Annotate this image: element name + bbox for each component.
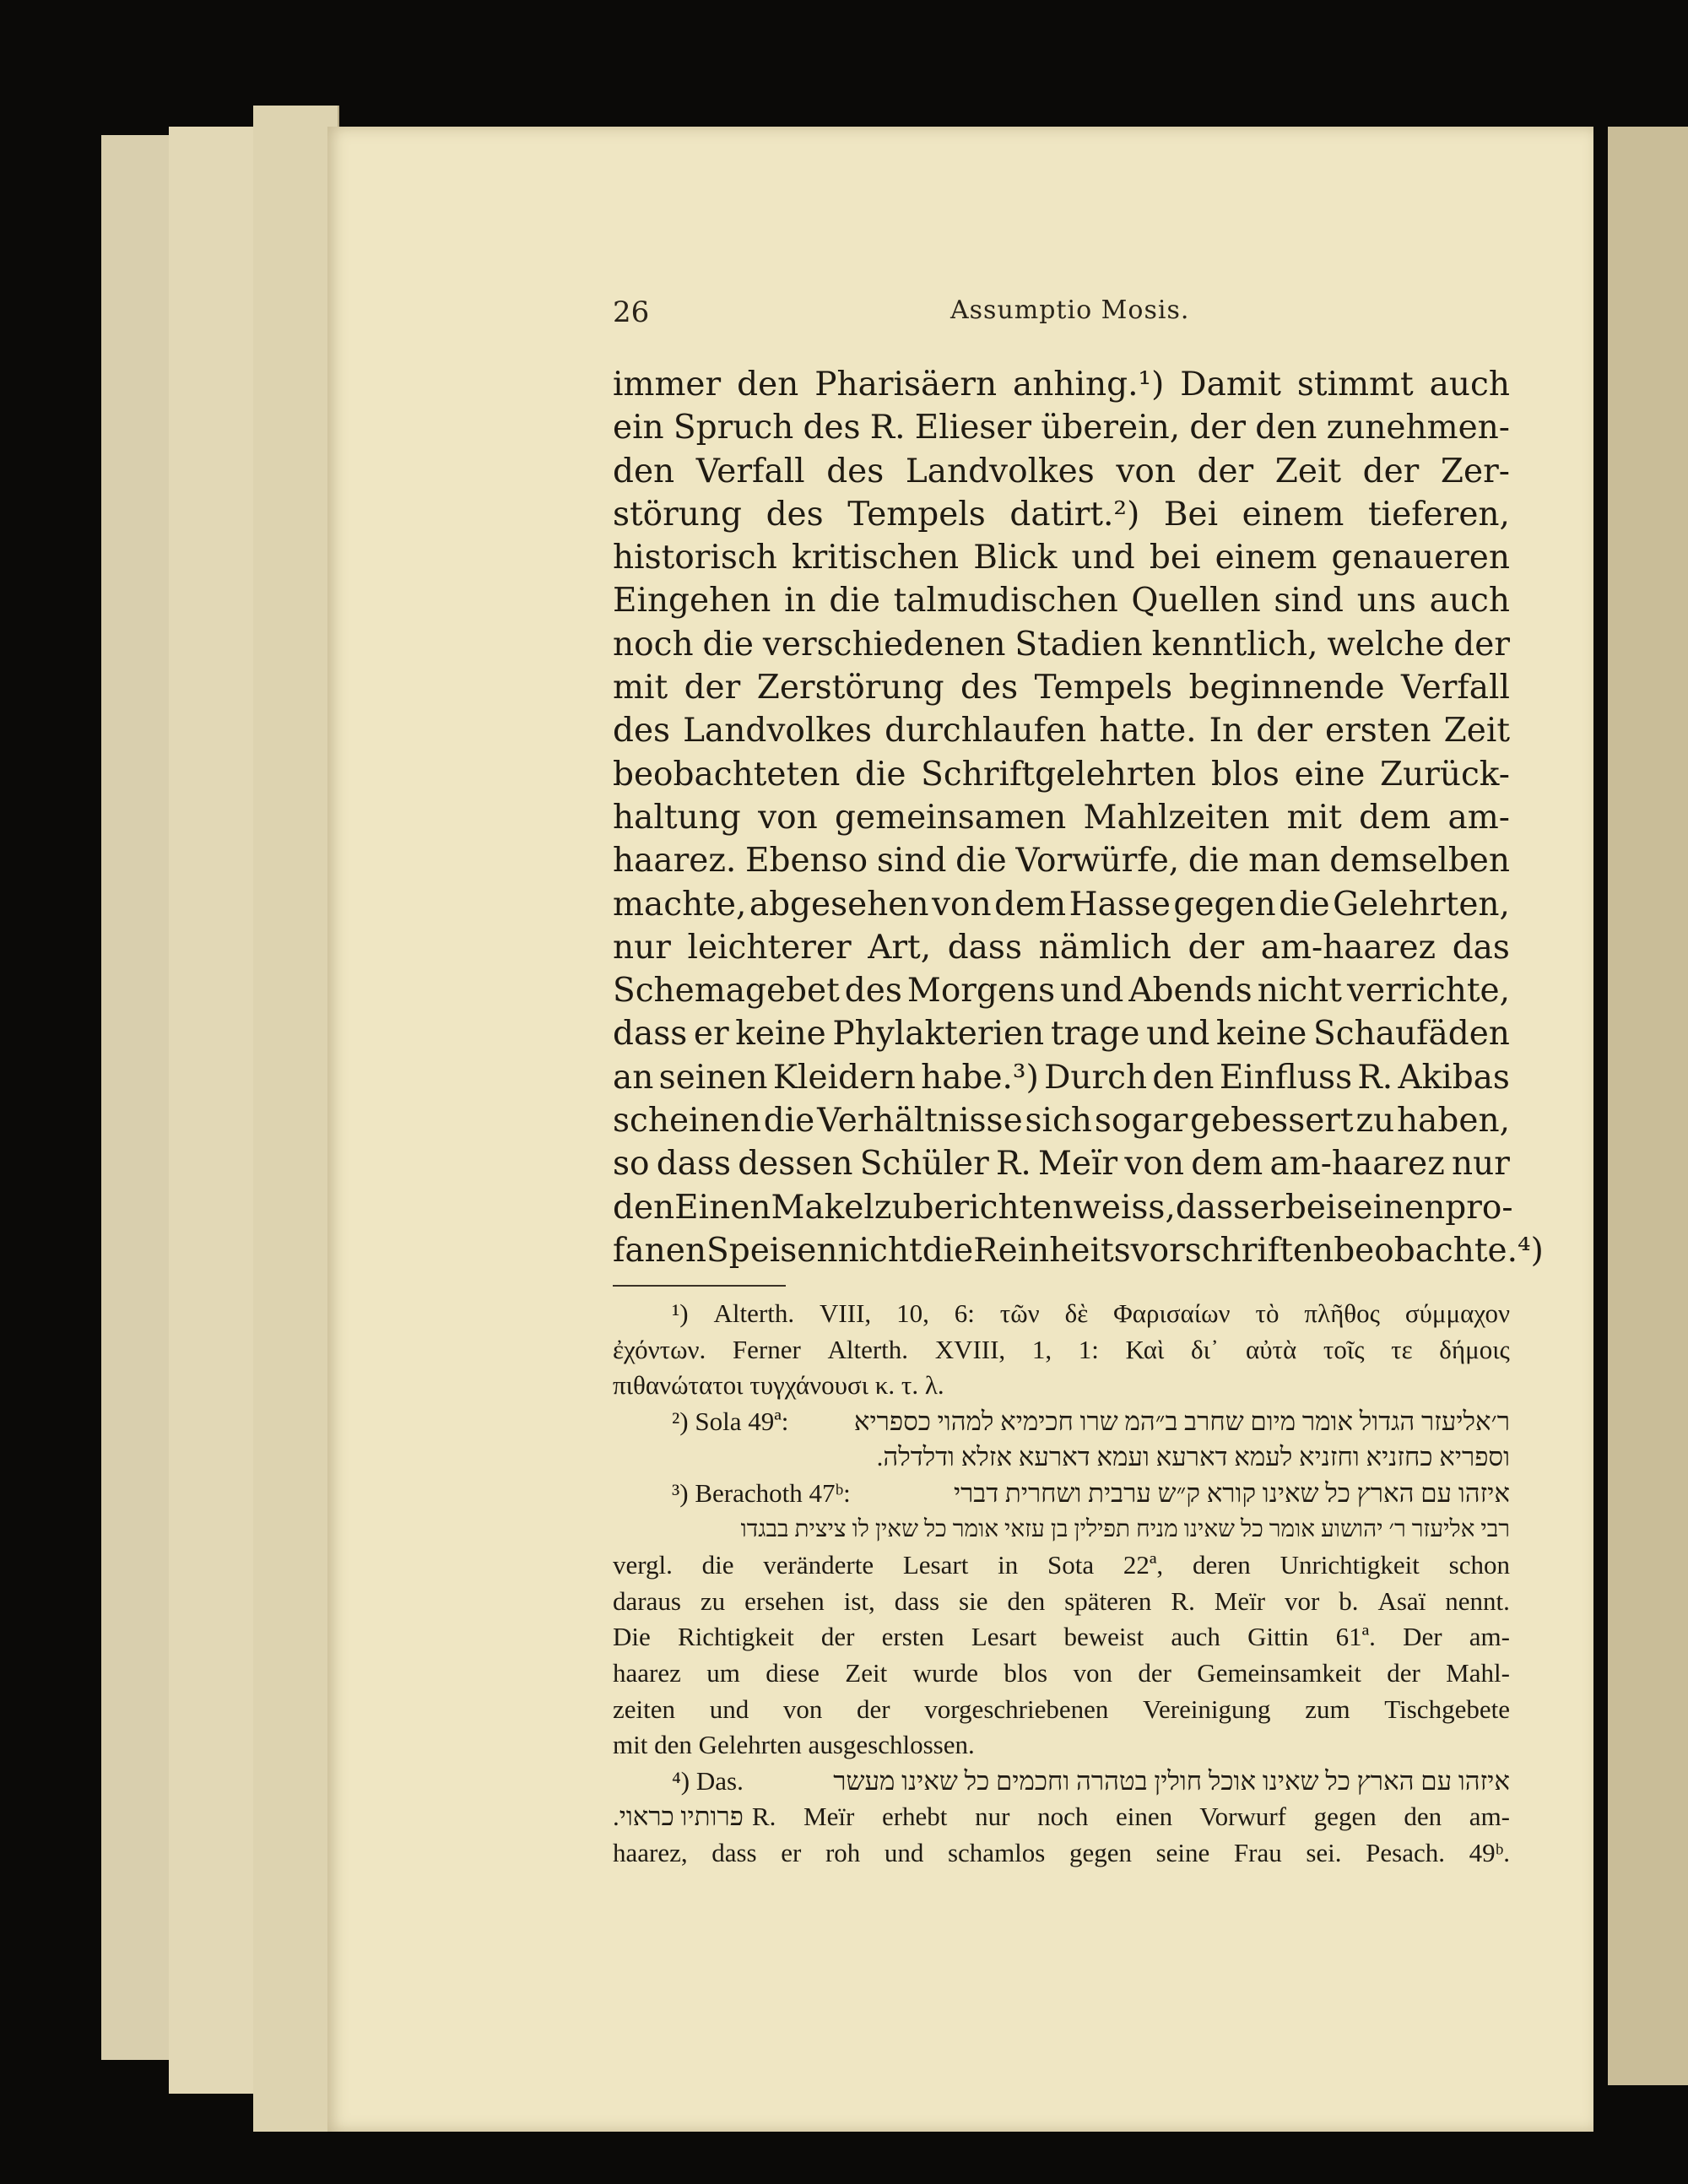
footnote-line: zeiten und von der vorgeschriebenen Vereinigung zum Tischgebete [613,1694,1510,1724]
footnote-line: daraus zu ersehen ist, dass sie den späteren R. Meïr vor b. Asaï nennt. [613,1585,1510,1616]
next-page-edge [1608,127,1688,2085]
body-line: dass er keine Phylakterien trage und keine Schaufäden [613,1015,1510,1054]
footnote-line: רבי אליעזר ר׳ יהושוע אומר כל שאינו מניח תפילין בן עזאי אומר כל שאין לו ציצית בבגדו [740,1515,1510,1542]
body-line: fanen Speisen nicht die Reinheitsvorschriften beobachte.⁴) [613,1231,1544,1270]
footnote-rule [613,1285,786,1287]
body-line: so dass dessen Schüler R. Meïr von dem am-haarez nur [613,1145,1510,1184]
footnote-line: ¹) Alterth. VIII, 10, 6: τῶν δὲ Φαρισαίων τὸ πλῆθος σύμμαχον [672,1298,1510,1328]
footnote-line: ³) Berachoth 47ᵇ: איזהו עם הארץ כל שאינו קורא ק״ש ערבית ושחרית דברי [672,1477,1510,1508]
footnote-line: ἐχόντων. Ferner Alterth. XVIII, 1, 1: Καὶ δι᾽ αὐτὰ τοῖς τε δήμοις [613,1334,1510,1364]
body-line: nur leichterer Art, dass nämlich der am-haarez das [613,928,1510,967]
running-title: Assumptio Mosis. [950,295,1190,325]
body-line: scheinen die Verhältnisse sich sogar gebessert zu haben, [613,1102,1510,1141]
body-line: noch die verschiedenen Stadien kenntlich, welche der [613,625,1510,664]
footnote-line: ²) Sola 49ª: ר׳אליעזר הגדול אומר מיום שחרב ב״המ שרו חכימיא למהוי כספריא [672,1406,1510,1436]
footnote-line: πιθανώτατοι τυγχάνουσι κ. τ. λ. [613,1370,944,1401]
footnote-line: mit den Gelehrten ausgeschlossen. [613,1730,975,1760]
running-header [613,295,1510,338]
body-line: des Landvolkes durchlaufen hatte. In der ersten Zeit [613,712,1510,751]
body-line: beobachteten die Schriftgelehrten blos eine Zurück- [613,755,1510,794]
body-line: haltung von gemeinsamen Mahlzeiten mit dem am- [613,798,1510,837]
footnote-line: haarez um diese Zeit wurde blos von der Gemeinsamkeit der Mahl- [613,1657,1510,1688]
body-text [613,363,1544,1272]
footnote-line: vergl. die veränderte Lesart in Sota 22ª, deren Unrichtigkeit schon [613,1550,1510,1580]
body-line: mit der Zerstörung des Tempels beginnende Verfall [613,669,1510,707]
footnote-line: Die Richtigkeit der ersten Lesart beweist auch Gittin 61ª. Der am- [613,1622,1510,1652]
page-stack-edge [253,106,339,2132]
body-line: Eingehen in die talmudischen Quellen sind uns auch [613,582,1510,621]
body-line: haarez. Ebenso sind die Vorwürfe, die man demselben [613,842,1510,881]
body-line: störung des Tempels datirt.²) Bei einem tieferen, [613,495,1510,534]
body-line: immer den Pharisäern anhing.¹) Damit stimmt auch [613,366,1510,404]
page-number: 26 [613,295,650,329]
body-line: machte, abgesehen von dem Hasse gegen die Gelehrten, [613,885,1510,924]
footnote-line: פרותיו כראוי. R. Meïr erhebt nur noch einen Vorwurf gegen den am- [613,1802,1510,1832]
body-line: den Verfall des Landvolkes von der Zeit der Zer- [613,452,1510,490]
footnote-line: וספריא כחזניא וחזניא לעמא דארעא ועמא דארעא אזלא ודלדלה. [876,1442,1510,1472]
body-line: an seinen Kleidern habe.³) Durch den Einfluss R. Akibas [613,1058,1510,1097]
body-line: ein Spruch des R. Elieser überein, der den zunehmen- [613,409,1510,447]
body-line: Schemagebet des Morgens und Abends nicht verrichte, [613,972,1510,1011]
body-line: historisch kritischen Blick und bei einem genaueren [613,539,1510,577]
body-line: den Einen Makel zu berichten weiss, dass er bei seinen pro- [613,1188,1513,1227]
footnote-line: ⁴) Das. איזהו עם הארץ כל שאינו אוכל חולין בטהרה וחכמים כל שאינו מעשר [672,1765,1510,1796]
footnote-line: haarez, dass er roh und schamlos gegen seine Frau sei. Pesach. 49ᵇ. [613,1837,1510,1867]
footnotes [613,1296,1510,1872]
